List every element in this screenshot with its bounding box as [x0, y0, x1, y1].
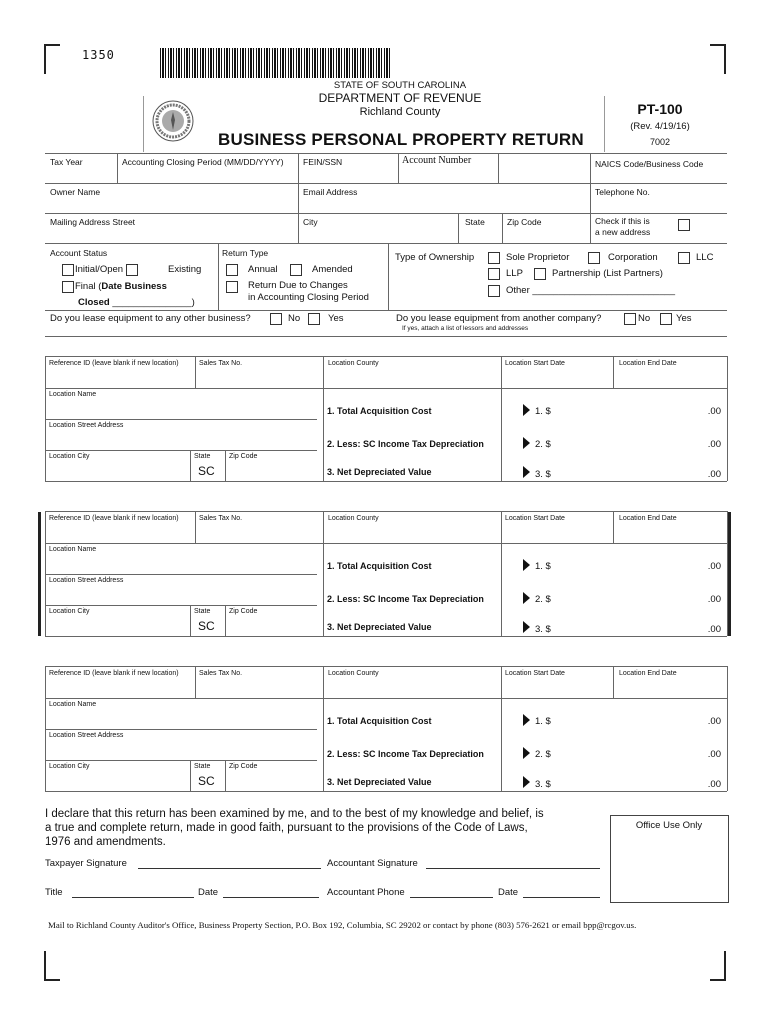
grid-line: [225, 760, 226, 791]
line2-amount-field[interactable]: 2. $ .00: [535, 439, 721, 450]
final-checkbox[interactable]: [62, 281, 74, 293]
grid-line: [117, 153, 118, 183]
partnership-checkbox[interactable]: [534, 268, 546, 280]
net-value-label: 3. Net Depreciated Value: [327, 622, 432, 632]
location-name-field[interactable]: Location Name: [49, 391, 97, 398]
lease-to-question: Do you lease equipment to any other business?: [50, 313, 251, 324]
sales-tax-field[interactable]: Sales Tax No.: [199, 360, 243, 367]
grid-line: [45, 450, 317, 451]
other-label: Other ___________________________: [506, 285, 676, 296]
accountant-phone-field[interactable]: [410, 887, 493, 898]
location-city-field[interactable]: Location City: [49, 763, 90, 770]
location-zip-field[interactable]: Zip Code: [229, 608, 258, 615]
arrow-right-icon: [523, 592, 530, 604]
return-type-label: Return Type: [222, 248, 269, 258]
state-seal: [152, 100, 194, 142]
declaration-text: a true and complete return, made in good faith, pursuant to the provisions of the Code of Laws,: [45, 822, 528, 834]
location-end-field[interactable]: Location End Date: [619, 670, 677, 677]
form-title: BUSINESS PERSONAL PROPERTY RETURN: [218, 130, 584, 149]
state-field[interactable]: State: [465, 217, 485, 227]
grid-line: [298, 153, 299, 243]
location-street-field[interactable]: Location Street Address: [49, 732, 124, 739]
declaration-text: I declare that this return has been examined by me, and to the best of my knowledge and belief, is: [45, 808, 544, 820]
new-address-checkbox[interactable]: [678, 219, 690, 231]
corner-mark-bottom-left: [44, 951, 60, 981]
grid-line: [195, 356, 196, 388]
location-end-field[interactable]: Location End Date: [619, 360, 677, 367]
grid-line: [45, 419, 317, 420]
grid-line: [45, 666, 727, 667]
ownership-label: Type of Ownership: [395, 252, 475, 263]
accountant-signature-field[interactable]: [426, 858, 600, 869]
county-name: Richland County: [359, 106, 441, 118]
grid-line: [45, 356, 727, 357]
lease-note: If yes, attach a list of lessors and addresses: [402, 325, 529, 332]
total-acquisition-label: 1. Total Acquisition Cost: [327, 561, 432, 571]
depreciation-label: 2. Less: SC Income Tax Depreciation: [327, 749, 484, 759]
closed-label: Closed _______________): [78, 297, 195, 308]
location-state-label: State: [194, 763, 211, 770]
corporation-label: Corporation: [608, 252, 658, 263]
sole-proprietor-label: Sole Proprietor: [506, 252, 570, 263]
sales-tax-field[interactable]: Sales Tax No.: [199, 515, 243, 522]
closing-period-field[interactable]: Accounting Closing Period (MM/DD/YYYY): [122, 157, 284, 167]
llc-checkbox[interactable]: [678, 252, 690, 264]
llp-label: LLP: [506, 268, 523, 279]
account-status-label: Account Status: [50, 248, 108, 258]
location-block-2: [45, 511, 727, 637]
location-county-field[interactable]: Location County: [328, 515, 379, 522]
new-address-label: Check if this is: [595, 216, 650, 226]
email-field[interactable]: Email Address: [303, 187, 358, 197]
location-state-value: SC: [198, 774, 215, 788]
grid-line: [727, 666, 728, 791]
taxpayer-signature-label: Taxpayer Signature: [45, 858, 127, 869]
grid-line: [45, 543, 727, 544]
line1-amount-field[interactable]: 1. $ .00: [535, 716, 721, 727]
grid-line: [45, 183, 727, 184]
account-number-field[interactable]: Account Number: [402, 155, 472, 166]
location-start-field[interactable]: Location Start Date: [505, 670, 565, 677]
line2-amount-field[interactable]: 2. $ .00: [535, 594, 721, 605]
date-field[interactable]: [223, 887, 319, 898]
tax-year-field[interactable]: Tax Year: [50, 157, 83, 167]
total-acquisition-label: 1. Total Acquisition Cost: [327, 716, 432, 726]
grid-line: [398, 153, 399, 183]
lease-to-no-label: No: [288, 313, 301, 324]
existing-checkbox[interactable]: [126, 264, 138, 276]
lease-from-no-checkbox[interactable]: [624, 313, 636, 325]
location-state-value: SC: [198, 619, 215, 633]
taxpayer-signature-field[interactable]: [138, 858, 321, 869]
line3-amount-field[interactable]: 3. $ .00: [535, 469, 721, 480]
grid-line: [613, 511, 614, 543]
grid-line: [45, 310, 727, 311]
line3-amount-field[interactable]: 3. $ .00: [535, 779, 721, 790]
grid-line: [45, 356, 46, 481]
grid-line: [195, 511, 196, 543]
state-name: STATE OF SOUTH CAROLINA: [333, 80, 467, 91]
location-start-field[interactable]: Location Start Date: [505, 360, 565, 367]
grid-line: [613, 356, 614, 388]
reference-id-field[interactable]: Reference ID (leave blank if new location): [49, 670, 179, 677]
naics-field[interactable]: NAICS Code/Business Code: [595, 159, 704, 169]
line1-amount-field[interactable]: 1. $ .00: [535, 406, 721, 417]
lease-to-yes-checkbox[interactable]: [308, 313, 320, 325]
form-id: 7002: [649, 137, 671, 147]
line3-amount-field[interactable]: 3. $ .00: [535, 624, 721, 635]
amended-label: Amended: [312, 264, 353, 275]
city-field[interactable]: City: [303, 217, 318, 227]
grid-line: [218, 243, 219, 310]
grid-line: [501, 356, 502, 481]
reference-id-field[interactable]: Reference ID (leave blank if new location): [49, 360, 179, 367]
location-state-value: SC: [198, 464, 215, 478]
date2-label: Date: [498, 887, 519, 898]
line2-amount-field[interactable]: 2. $ .00: [535, 749, 721, 760]
final-label: Final (Date Business: [75, 281, 167, 292]
grid-line: [45, 511, 46, 636]
grid-line: [323, 511, 324, 636]
lease-to-no-checkbox[interactable]: [270, 313, 282, 325]
form-number: PT-100: [637, 101, 683, 117]
reference-id-field[interactable]: Reference ID (leave blank if new location): [49, 515, 179, 522]
arrow-right-icon: [523, 776, 530, 788]
grid-line: [388, 243, 389, 310]
lease-from-no-label: No: [638, 313, 651, 324]
grid-line: [190, 760, 191, 791]
side-bar-right: [728, 512, 731, 636]
due-to-changes-label: Return Due to Changes: [248, 280, 348, 291]
mail-to-text: Mail to Richland County Auditor's Office, Business Property Section, P.O. Box 192, Columbia, SC 29202 or contact by phone (803) 576-2621 or email bpp@rcgov.us.: [48, 920, 637, 930]
barcode: [160, 48, 392, 78]
side-bar-left: [38, 512, 41, 636]
sales-tax-field[interactable]: Sales Tax No.: [199, 670, 243, 677]
grid-line: [498, 153, 499, 183]
corner-mark-top-left: [44, 44, 60, 74]
location-county-field[interactable]: Location County: [328, 360, 379, 367]
grid-line: [45, 760, 317, 761]
accountant-phone-label: Accountant Phone: [327, 887, 405, 898]
zip-field[interactable]: Zip Code: [507, 217, 542, 227]
grid-line: [501, 511, 502, 636]
lease-from-question: Do you lease equipment from another company?: [396, 313, 602, 324]
location-name-field[interactable]: Location Name: [49, 701, 97, 708]
due-to-changes-label: in Accounting Closing Period: [248, 292, 369, 303]
initial-open-label: Initial/Open: [75, 264, 124, 275]
grid-line: [458, 213, 459, 243]
initial-open-checkbox[interactable]: [62, 264, 74, 276]
form-revision: (Rev. 4/19/16): [630, 121, 690, 132]
grid-line: [45, 574, 317, 575]
date-label: Date: [198, 887, 219, 898]
grid-line: [45, 791, 727, 792]
net-value-label: 3. Net Depreciated Value: [327, 777, 432, 787]
due-to-changes-checkbox[interactable]: [226, 281, 238, 293]
grid-line: [45, 481, 727, 482]
arrow-right-icon: [523, 747, 530, 759]
arrow-right-icon: [523, 621, 530, 633]
lease-from-yes-label: Yes: [676, 313, 692, 324]
grid-line: [45, 698, 727, 699]
grid-line: [45, 153, 727, 154]
grid-line: [190, 605, 191, 636]
llc-label: LLC: [696, 252, 714, 263]
seal-divider: [143, 96, 144, 152]
grid-line: [323, 666, 324, 791]
llp-checkbox[interactable]: [488, 268, 500, 280]
title-label: Title: [45, 887, 63, 898]
grid-line: [225, 450, 226, 481]
grid-line: [45, 636, 727, 637]
office-use-label: Office Use Only: [635, 820, 703, 831]
accountant-signature-label: Accountant Signature: [327, 858, 418, 869]
location-city-field[interactable]: Location City: [49, 608, 90, 615]
corporation-checkbox[interactable]: [588, 252, 600, 264]
fein-field[interactable]: FEIN/SSN: [303, 157, 343, 167]
arrow-right-icon: [523, 466, 530, 478]
grid-line: [590, 153, 591, 243]
location-zip-field[interactable]: Zip Code: [229, 763, 258, 770]
location-name-field[interactable]: Location Name: [49, 546, 97, 553]
sole-proprietor-checkbox[interactable]: [488, 252, 500, 264]
grid-line: [613, 666, 614, 698]
annual-label: Annual: [248, 264, 278, 275]
lease-from-yes-checkbox[interactable]: [660, 313, 672, 325]
mailing-address-field[interactable]: Mailing Address Street: [50, 217, 136, 227]
grid-line: [501, 666, 502, 791]
grid-line: [45, 388, 727, 389]
depreciation-label: 2. Less: SC Income Tax Depreciation: [327, 594, 484, 604]
location-street-field[interactable]: Location Street Address: [49, 577, 124, 584]
corner-mark-top-right: [710, 44, 726, 74]
existing-label: Existing: [168, 264, 202, 275]
title-field[interactable]: [72, 887, 194, 898]
location-state-label: State: [194, 453, 211, 460]
grid-line: [45, 511, 727, 512]
total-acquisition-label: 1. Total Acquisition Cost: [327, 406, 432, 416]
new-address-label: a new address: [595, 227, 651, 237]
annual-checkbox[interactable]: [226, 264, 238, 276]
location-county-field[interactable]: Location County: [328, 670, 379, 677]
location-city-field[interactable]: Location City: [49, 453, 90, 460]
location-street-field[interactable]: Location Street Address: [49, 422, 124, 429]
grid-line: [190, 450, 191, 481]
partnership-label: Partnership (List Partners): [552, 268, 663, 279]
location-state-label: State: [194, 608, 211, 615]
grid-line: [45, 243, 727, 244]
location-block-3: [45, 666, 727, 792]
arrow-right-icon: [523, 437, 530, 449]
location-block-1: [45, 356, 727, 482]
grid-line: [45, 213, 727, 214]
grid-line: [727, 356, 728, 481]
location-end-field[interactable]: Location End Date: [619, 515, 677, 522]
arrow-right-icon: [523, 404, 530, 416]
grid-line: [195, 666, 196, 698]
location-zip-field[interactable]: Zip Code: [229, 453, 258, 460]
depreciation-label: 2. Less: SC Income Tax Depreciation: [327, 439, 484, 449]
telephone-field[interactable]: Telephone No.: [595, 187, 650, 197]
declaration-text: 1976 and amendments.: [45, 836, 166, 848]
grid-line: [45, 729, 317, 730]
line1-amount-field[interactable]: 1. $ .00: [535, 561, 721, 572]
arrow-right-icon: [523, 714, 530, 726]
net-value-label: 3. Net Depreciated Value: [327, 467, 432, 477]
other-checkbox[interactable]: [488, 285, 500, 297]
owner-name-field[interactable]: Owner Name: [50, 187, 101, 197]
grid-line: [45, 336, 727, 337]
location-start-field[interactable]: Location Start Date: [505, 515, 565, 522]
form-code: 1350: [82, 48, 115, 62]
grid-line: [323, 356, 324, 481]
amended-checkbox[interactable]: [290, 264, 302, 276]
lease-to-yes-label: Yes: [328, 313, 344, 324]
date2-field[interactable]: [523, 887, 600, 898]
department-name: DEPARTMENT OF REVENUE: [318, 91, 482, 105]
grid-line: [45, 666, 46, 791]
corner-mark-bottom-right: [710, 951, 726, 981]
grid-line: [502, 213, 503, 243]
grid-line: [225, 605, 226, 636]
arrow-right-icon: [523, 559, 530, 571]
grid-line: [45, 605, 317, 606]
